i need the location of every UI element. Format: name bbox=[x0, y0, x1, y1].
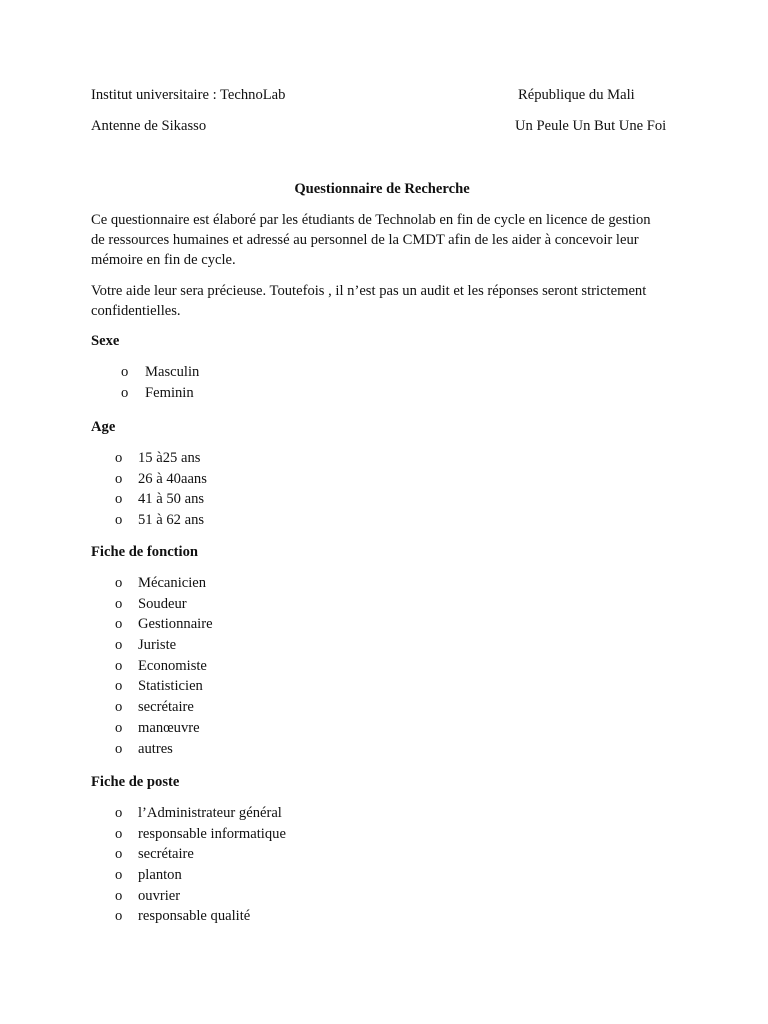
bullet-icon: o bbox=[115, 470, 123, 487]
bullet-icon: o bbox=[121, 364, 129, 380]
bullet-icon: o bbox=[115, 491, 123, 508]
bullet-icon: o bbox=[115, 512, 123, 529]
bullet-icon: o bbox=[115, 637, 123, 654]
option-label: autres bbox=[138, 740, 173, 757]
option-label: Gestionnaire bbox=[138, 616, 213, 633]
option-label: responsable informatique bbox=[138, 825, 286, 842]
option-label: 15 à25 ans bbox=[138, 450, 201, 466]
option-label: Masculin bbox=[145, 364, 200, 380]
bullet-icon: o bbox=[115, 575, 123, 591]
option-label: Juriste bbox=[138, 637, 177, 654]
bullet-icon: o bbox=[115, 595, 123, 612]
option-label: Statisticien bbox=[138, 678, 203, 695]
institute-name: Institut universitaire : TechnoLab bbox=[91, 87, 286, 103]
option-label: Economiste bbox=[138, 657, 207, 674]
bullet-icon: o bbox=[115, 846, 123, 863]
option-label: 26 à 40aans bbox=[138, 470, 207, 487]
option-label: Feminin bbox=[145, 384, 194, 401]
option-label: Soudeur bbox=[138, 595, 187, 612]
option-label: manœuvre bbox=[138, 719, 200, 736]
intro-paragraph-1: Ce questionnaire est élaboré par les étudiants de Technolab en fin de cycle en licence de gestion de ressources humaines et adressé au personnel de la CMDT afin de les aider à concevoir leur mémoire en fin de cycle. bbox=[91, 212, 651, 268]
bullet-icon: o bbox=[121, 384, 129, 401]
section-heading-sexe: Sexe bbox=[91, 333, 120, 349]
bullet-icon: o bbox=[115, 825, 123, 842]
option-label: 41 à 50 ans bbox=[138, 491, 205, 508]
bullet-icon: o bbox=[115, 657, 123, 674]
section-heading-age: Age bbox=[91, 419, 116, 435]
option-label: planton bbox=[138, 867, 182, 884]
bullet-icon: o bbox=[115, 908, 123, 925]
national-motto: Un Peule Un But Une Foi bbox=[515, 118, 667, 134]
bullet-icon: o bbox=[115, 699, 123, 716]
bullet-icon: o bbox=[115, 616, 123, 633]
option-label: responsable qualité bbox=[138, 908, 251, 925]
intro-paragraph-2: Votre aide leur sera précieuse. Toutefois , il n’est pas un audit et les réponses seront strictement confidentielles. bbox=[91, 283, 647, 319]
antenna-name: Antenne de Sikasso bbox=[91, 118, 207, 134]
bullet-icon: o bbox=[115, 805, 123, 821]
bullet-icon: o bbox=[115, 678, 123, 695]
bullet-icon: o bbox=[115, 887, 123, 904]
option-label: ouvrier bbox=[138, 887, 181, 904]
option-label: secrétaire bbox=[138, 846, 194, 863]
option-label: l’Administrateur général bbox=[138, 805, 282, 821]
option-label: 51 à 62 ans bbox=[138, 512, 205, 529]
country-name: République du Mali bbox=[518, 87, 635, 103]
option-label: secrétaire bbox=[138, 699, 194, 716]
option-label: Mécanicien bbox=[138, 575, 207, 591]
questionnaire-title: Questionnaire de Recherche bbox=[294, 181, 470, 197]
bullet-icon: o bbox=[115, 867, 123, 884]
bullet-icon: o bbox=[115, 719, 123, 736]
bullet-icon: o bbox=[115, 740, 123, 757]
bullet-icon: o bbox=[115, 450, 123, 466]
section-heading-poste: Fiche de poste bbox=[91, 774, 180, 790]
section-heading-fonction: Fiche de fonction bbox=[91, 544, 199, 560]
